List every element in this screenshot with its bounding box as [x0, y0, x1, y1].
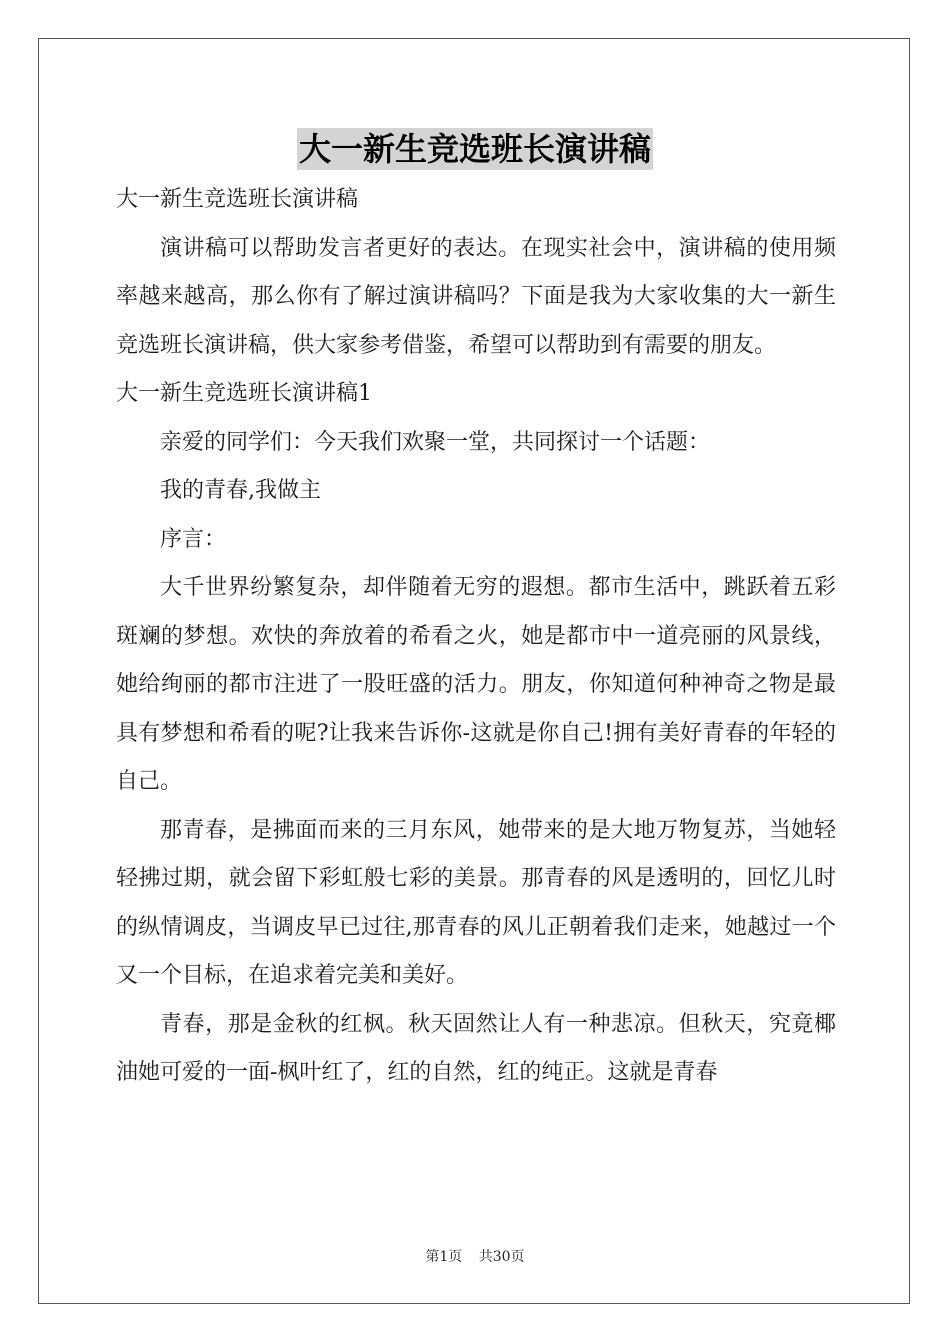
title-container	[0, 128, 950, 170]
document-body	[116, 176, 836, 1098]
paragraph-body: 大千世界纷繁复杂，却伴随着无穷的遐想。都市生活中，跳跃着五彩斑斓的梦想。欢快的奔放着的希看之火，她是都市中一道亮丽的风景线，她给绚丽的都市注进了一股旺盛的活力。朋友，你知道何种神奇之物是最具有梦想和希看的呢?让我来告诉你-这就是你自己!拥有美好青春的年轻的自己。	[116, 575, 836, 794]
page-footer	[0, 1246, 950, 1266]
paragraph-intro: 演讲稿可以帮助发言者更好的表达。在现实社会中，演讲稿的使用频率越来越高，那么你有了解过演讲稿吗？下面是我为大家收集的大一新生竞选班长演讲稿，供大家参考借鉴，希望可以帮助到有需要的朋友。	[116, 235, 836, 358]
document-title: 大一新生竞选班长演讲稿	[298, 130, 651, 168]
paragraph-preface-label: 序言：	[160, 526, 227, 552]
paragraph-theme: 我的青春,我做主	[160, 478, 321, 503]
section-heading: 大一新生竞选班长演讲稿1	[116, 381, 372, 406]
paragraph-body: 青春，那是金秋的红枫。秋天固然让人有一种悲凉。但秋天，究竟椰油她可爱的一面-枫叶红了，红的自然，红的纯正。这就是青春	[116, 1011, 836, 1085]
paragraph-body: 那青春，是拂面而来的三月东风，她带来的是大地万物复苏，当她轻轻拂过期，就会留下彩虹般七彩的美景。那青春的风是透明的，回忆儿时的纵情调皮，当调皮早已过往,那青春的风儿正朝着我们走来，她越过一个又一个目标，在追求着完美和美好。	[116, 817, 836, 988]
page-number-total: 共30页	[478, 1249, 525, 1265]
paragraph-greeting: 亲爱的同学们：今天我们欢聚一堂，共同探讨一个话题：	[160, 429, 711, 455]
page-number-current: 第1页	[425, 1249, 463, 1265]
document-subtitle: 大一新生竞选班长演讲稿	[116, 187, 359, 212]
